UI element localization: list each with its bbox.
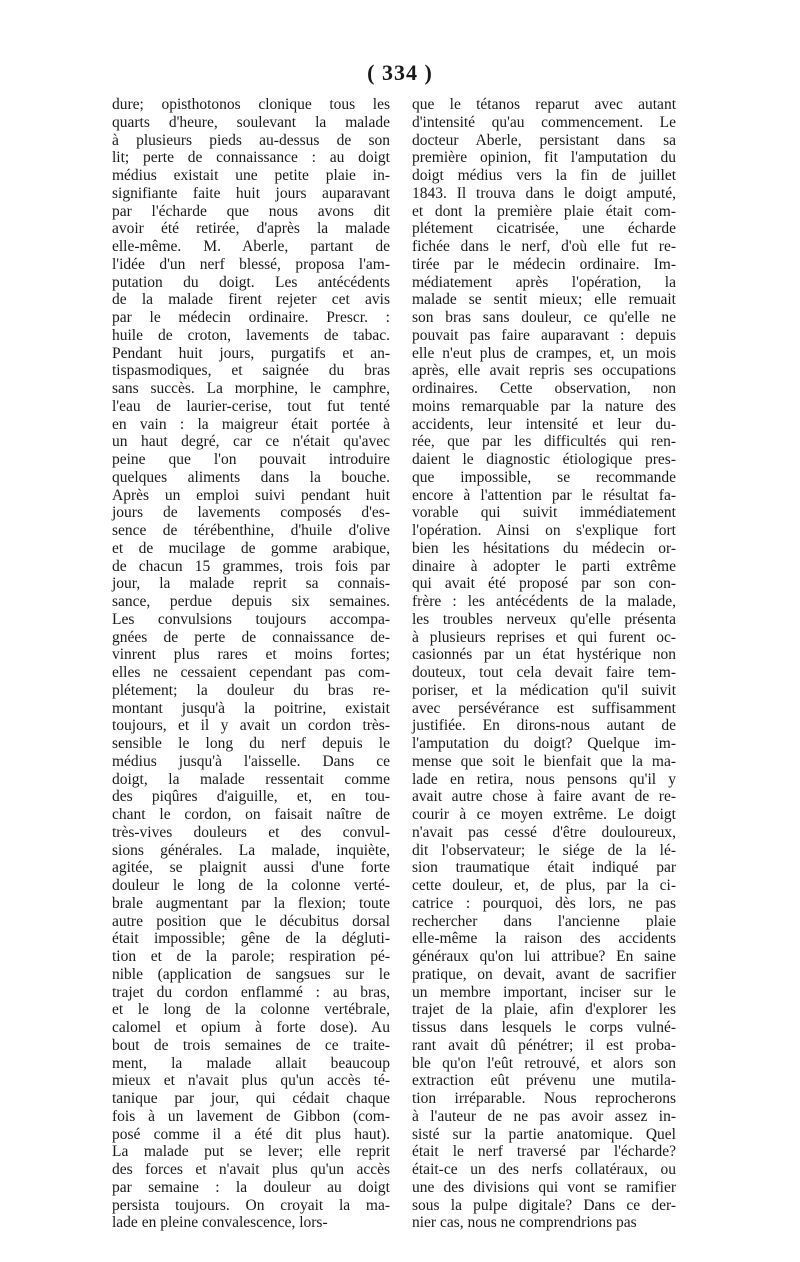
text-line: sous la pulpe digitale? Dans ce der-	[412, 1196, 676, 1214]
text-line: des forces et n'avait plus qu'un accès	[112, 1161, 390, 1178]
text-line: son bras sans douleur, ce qu'elle ne	[412, 309, 676, 326]
text-line: putation du doigt. Les antécédents	[112, 273, 390, 291]
text-line: moins remarquable par la nature des	[412, 397, 676, 415]
text-line: ble qu'on l'eût retrouvé, et alors son	[412, 1054, 676, 1072]
text-line: encore à l'attention par le résultat fa-	[412, 486, 676, 504]
text-line: brale augmentant par la flexion; toute	[112, 894, 390, 912]
text-line: sance, perdue depuis six semaines.	[112, 593, 390, 610]
text-line: sence de térébenthine, d'huile d'olive	[112, 522, 390, 539]
text-line: et de mucilage de gomme arabique,	[112, 539, 390, 557]
text-line: toujours, et il y avait un cordon très-	[112, 717, 390, 735]
text-line: généraux qu'on lui attribue? En saine	[412, 948, 676, 965]
text-line: sans succès. La morphine, le camphre,	[112, 380, 390, 397]
text-line: sion traumatique était indiqué par	[412, 859, 676, 877]
text-line: était-ce un des nerfs collatéraux, ou	[412, 1161, 676, 1178]
text-line: médiatement après l'opération, la	[412, 273, 676, 291]
text-line: pratique, on devait, avant de sacrifier	[412, 965, 676, 983]
text-line: à plusieurs pieds au-dessus de son	[112, 131, 390, 149]
text-line: dure; opisthotonos clonique tous les	[112, 96, 390, 113]
text-line: rée, que par les difficultés qui ren-	[412, 433, 676, 451]
text-line: nier cas, nous ne comprendrions pas	[412, 1214, 637, 1232]
text-line: des piqûres d'aiguille, et, en tou-	[112, 788, 390, 806]
text-line: gnées de perte de connaissance de-	[112, 628, 390, 646]
text-line: docteur Aberle, persistant dans sa	[412, 131, 676, 149]
text-line: après, elle avait repris ses occupations	[412, 362, 676, 380]
text-line: poriser, et la médication qu'il suivit	[412, 681, 676, 699]
text-line: n'avait pas cessé d'être douloureux,	[412, 823, 676, 841]
text-line: lade en retira, nous pensons qu'il y	[412, 770, 676, 788]
text-line: ment, la malade allait beaucoup	[112, 1054, 390, 1072]
text-line: d'intensité qu'au commencement. Le	[412, 113, 676, 131]
text-line: fichée dans le nerf, d'où elle fut re-	[412, 238, 676, 255]
text-line: un haut degré, car ce n'était qu'avec	[112, 433, 390, 451]
text-line: par le médecin ordinaire. Prescr. :	[112, 309, 390, 326]
text-line: accidents, leur intensité et leur du-	[412, 415, 676, 433]
text-line: montant jusqu'à la poitrine, existait	[112, 699, 390, 717]
text-line: et le long de la colonne vertébrale,	[112, 1001, 390, 1019]
text-line: première opinion, fit l'amputation du	[412, 149, 676, 167]
text-line: elle-même la raison des accidents	[412, 930, 676, 948]
text-line: qui avait été proposé par son con-	[412, 575, 676, 593]
text-line: cette douleur, et, de plus, par la ci-	[412, 877, 676, 894]
text-line: malade se sentit mieux; elle remuait	[412, 291, 676, 309]
text-line: chant le cordon, on faisait naître de	[112, 806, 390, 823]
text-line: avec persévérance est suffisamment	[412, 699, 676, 717]
text-line: huile de croton, lavements de tabac.	[112, 326, 390, 344]
text-line: vorable qui suivit immédiatement	[412, 504, 676, 522]
text-line: bout de trois semaines de ce traite-	[112, 1036, 390, 1054]
text-line: quelques aliments dans la bouche.	[112, 468, 390, 486]
text-line: l'amputation du doigt? Quelque im-	[412, 735, 676, 752]
text-line: trajet de la plaie, afin d'explorer les	[412, 1001, 676, 1019]
text-line: mense que soit le bienfait que la ma-	[412, 752, 676, 770]
text-line: Après un emploi suivi pendant huit	[112, 486, 390, 504]
text-line: extraction eût prévenu une mutila-	[412, 1072, 676, 1090]
text-line: elle n'eut plus de crampes, et, un mois	[412, 344, 676, 362]
text-line: douleur le long de la colonne verté-	[112, 877, 390, 894]
text-line: elles ne cessaient cependant pas com-	[112, 664, 390, 681]
text-line: sisté sur la partie anatomique. Quel	[412, 1125, 676, 1143]
text-line: ordinaires. Cette observation, non	[412, 380, 676, 397]
text-line: médius existait une petite plaie in-	[112, 167, 390, 184]
text-line: à l'auteur de ne pas avoir assez in-	[412, 1107, 676, 1125]
text-line: posé comme il a été dit plus haut).	[112, 1125, 390, 1143]
text-line: frère : les antécédents de la malade,	[412, 593, 676, 610]
text-line: quarts d'heure, soulevant la malade	[112, 113, 390, 131]
text-line: tanique par jour, qui cédait chaque	[112, 1090, 390, 1107]
text-line: signifiante faite huit jours auparavant	[112, 184, 390, 202]
text-line: calomel et opium à forte dose). Au	[112, 1019, 390, 1036]
text-line: doigt, la malade ressentait comme	[112, 770, 390, 788]
text-line: était impossible; gêne de la dégluti-	[112, 930, 390, 948]
text-line: daient le diagnostic étiologique pres-	[412, 451, 676, 468]
text-line: casionnés par un état hystérique non	[412, 646, 676, 664]
text-line: elle-même. M. Aberle, partant de	[112, 238, 390, 255]
text-line: agitée, se plaignit aussi d'une forte	[112, 859, 390, 877]
text-line: avoir été retirée, d'après la malade	[112, 220, 390, 238]
text-line: fois à un lavement de Gibbon (com-	[112, 1107, 390, 1125]
text-line: tirée par le médecin ordinaire. Im-	[412, 255, 676, 273]
text-line: par semaine : la douleur au doigt	[112, 1178, 390, 1196]
text-line: trajet du cordon enflammé : au bras,	[112, 983, 390, 1001]
text-line: que impossible, se recommande	[412, 468, 676, 486]
right-text-column	[412, 96, 676, 1232]
text-line: rechercher dans l'ancienne plaie	[412, 912, 676, 930]
text-line: et dont la première plaie était com-	[412, 202, 676, 220]
text-line: Pendant huit jours, purgatifs et an-	[112, 344, 390, 362]
text-line: l'eau de laurier-cerise, tout fut tenté	[112, 397, 390, 415]
text-line: Les convulsions toujours accompa-	[112, 610, 390, 628]
text-line: dinaire à adopter le parti extrême	[412, 557, 676, 575]
text-line: lit; perte de connaissance : au doigt	[112, 149, 390, 167]
text-line: à plusieurs reprises et qui furent oc-	[412, 628, 676, 646]
text-line: vinrent plus rares et moins fortes;	[112, 646, 390, 664]
text-line: très-vives douleurs et des convul-	[112, 823, 390, 841]
text-line: pouvait pas faire auparavant : depuis	[412, 326, 676, 344]
text-line: 1843. Il trouva dans le doigt amputé,	[412, 184, 676, 202]
text-line: plétement cicatrisée, une écharde	[412, 220, 676, 238]
text-line: de chacun 15 grammes, trois fois par	[112, 557, 390, 575]
text-line: l'opération. Ainsi on s'explique fort	[412, 522, 676, 539]
text-line: tispasmodiques, et saignée du bras	[112, 362, 390, 380]
text-line: autre position que le décubitus dorsal	[112, 912, 390, 930]
text-line: courir à ce moyen extrême. Le doigt	[412, 806, 676, 823]
text-line: jour, la malade reprit sa connais-	[112, 575, 390, 593]
text-line: rant avait dû pénétrer; il est proba-	[412, 1036, 676, 1054]
text-line: plétement; la douleur du bras re-	[112, 681, 390, 699]
text-line: tion et de la parole; respiration pé-	[112, 948, 390, 965]
text-line: avait autre chose à faire avant de re-	[412, 788, 676, 806]
text-line: catrice : pourquoi, dès lors, ne pas	[412, 894, 676, 912]
text-line: sensible le long du nerf depuis le	[112, 735, 390, 752]
text-line: était le nerf traversé par l'écharde?	[412, 1143, 676, 1161]
text-line: justifiée. En dirons-nous autant de	[412, 717, 676, 735]
left-text-column	[112, 96, 390, 1232]
text-line: nible (application de sangsues sur le	[112, 965, 390, 983]
text-line: tion irréparable. Nous reprocherons	[412, 1090, 676, 1107]
text-line: tissus dans lesquels le corps vulné-	[412, 1019, 676, 1036]
text-line: peine que l'on pouvait introduire	[112, 451, 390, 468]
text-line: La malade put se lever; elle reprit	[112, 1143, 390, 1161]
text-line: l'idée d'un nerf blessé, proposa l'am-	[112, 255, 390, 273]
text-line: par l'écharde que nous avons dit	[112, 202, 390, 220]
text-line: doigt médius vers la fin de juillet	[412, 167, 676, 184]
page-number: ( 334 )	[367, 60, 433, 85]
text-line: sions générales. La malade, inquiète,	[112, 841, 390, 859]
text-line: dit l'observateur; le siége de la lé-	[412, 841, 676, 859]
text-line: que le tétanos reparut avec autant	[412, 96, 676, 113]
text-line: lade en pleine convalescence, lors-	[112, 1214, 328, 1232]
text-line: les troubles nerveux qu'elle présenta	[412, 610, 676, 628]
text-line: une des divisions qui vont se ramifier	[412, 1178, 676, 1196]
text-line: en vain : la maigreur était portée à	[112, 415, 390, 433]
text-line: persista toujours. On croyait la ma-	[112, 1196, 390, 1214]
text-line: médius jusqu'à l'aisselle. Dans ce	[112, 752, 390, 770]
text-line: mieux et n'avait plus qu'un accès té-	[112, 1072, 390, 1090]
text-line: de la malade firent rejeter cet avis	[112, 291, 390, 309]
text-line: un membre important, inciser sur le	[412, 983, 676, 1001]
text-line: bien les hésitations du médecin or-	[412, 539, 676, 557]
text-line: jours de lavements composés d'es-	[112, 504, 390, 522]
text-line: douteux, tout cela devait faire tem-	[412, 664, 676, 681]
